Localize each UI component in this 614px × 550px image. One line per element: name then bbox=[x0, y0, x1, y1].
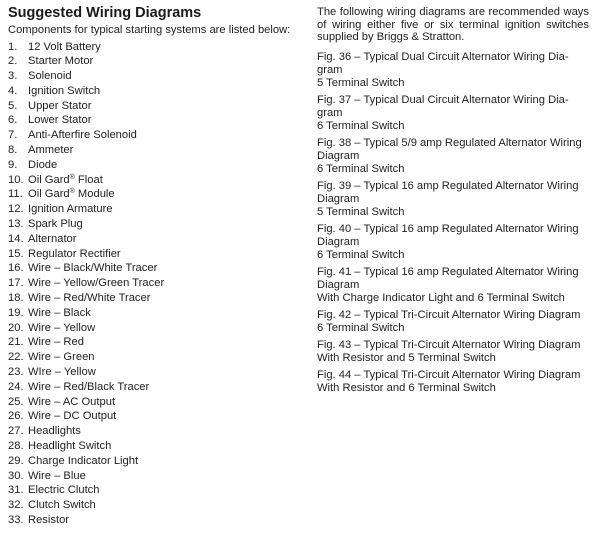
component-item bbox=[8, 350, 298, 365]
component-item bbox=[8, 276, 298, 291]
component-number: 20. bbox=[8, 321, 24, 334]
diagrams-column bbox=[317, 6, 589, 399]
component-item bbox=[8, 261, 298, 276]
component-label: Diode bbox=[28, 158, 58, 171]
component-number: 14. bbox=[8, 232, 24, 245]
figure-caption-line: 6 Terminal Switch bbox=[317, 119, 405, 132]
component-number: 16. bbox=[8, 262, 24, 275]
component-label: Wire – AC Output bbox=[28, 395, 116, 408]
component-number: 23. bbox=[8, 366, 24, 379]
component-label: Charge Indicator Light bbox=[28, 454, 139, 467]
component-label: 12 Volt Battery bbox=[28, 40, 101, 53]
component-label-suffix: Float bbox=[74, 173, 103, 186]
component-number: 21. bbox=[8, 336, 24, 349]
component-number: 7. bbox=[8, 129, 18, 142]
figure-caption bbox=[317, 223, 589, 262]
component-label: Spark Plug bbox=[28, 218, 83, 231]
figure-caption bbox=[317, 339, 589, 365]
figure-caption-line: Diagram bbox=[317, 149, 360, 162]
component-label: Electric Clutch bbox=[28, 484, 100, 497]
component-item bbox=[8, 424, 298, 439]
component-label: Headlight Switch bbox=[28, 440, 112, 453]
component-number: 2. bbox=[8, 55, 18, 68]
component-label: Headlights bbox=[28, 425, 81, 438]
component-label: Oil Gard bbox=[28, 188, 70, 201]
figure-caption-line: Fig. 40 – Typical 16 amp Regulated Alternator Wiring bbox=[317, 222, 579, 235]
figure-caption-line: Fig. 44 – Typical Tri-Circuit Alternator Wiring Diagram bbox=[317, 368, 581, 381]
component-label: Starter Motor bbox=[28, 55, 94, 68]
component-label: Wire – Black bbox=[28, 306, 91, 319]
component-label: Resistor bbox=[28, 514, 70, 526]
diagrams-intro: The following wiring diagrams are recommended ways of wiring either five or six terminal ignition switches supplied by Briggs & Stratton. bbox=[317, 6, 589, 43]
component-item bbox=[8, 113, 298, 128]
component-item bbox=[8, 380, 298, 395]
component-label: Lower Stator bbox=[28, 114, 92, 127]
component-number: 17. bbox=[8, 277, 24, 290]
figure-caption-line: With Resistor and 6 Terminal Switch bbox=[317, 381, 496, 394]
figure-caption bbox=[317, 309, 589, 335]
component-number: 9. bbox=[8, 158, 18, 171]
component-number: 32. bbox=[8, 499, 24, 512]
component-number: 1. bbox=[8, 40, 18, 53]
component-item bbox=[8, 247, 298, 262]
component-item bbox=[8, 143, 298, 158]
figure-caption bbox=[317, 51, 589, 90]
figure-caption-line: Fig. 37 – Typical Dual Circuit Alternator Wiring Dia- bbox=[317, 93, 569, 106]
component-item bbox=[8, 202, 298, 217]
figure-caption-line: Diagram bbox=[317, 278, 360, 291]
figure-caption bbox=[317, 266, 589, 305]
figure-caption-line: 6 Terminal Switch bbox=[317, 321, 405, 334]
figure-caption bbox=[317, 137, 589, 176]
component-label: Wire – Blue bbox=[28, 469, 86, 482]
figure-caption-line: 6 Terminal Switch bbox=[317, 162, 405, 175]
figure-caption-line: Fig. 38 – Typical 5/9 amp Regulated Alternator Wiring bbox=[317, 136, 582, 149]
component-label: Wire – Yellow bbox=[28, 321, 96, 334]
registered-mark: ® bbox=[69, 188, 75, 196]
component-number: 13. bbox=[8, 218, 24, 231]
component-label: Wire – Yellow/Green Tracer bbox=[28, 277, 165, 290]
component-label: Wire – Red bbox=[28, 336, 84, 349]
component-number: 33. bbox=[8, 514, 24, 526]
figure-caption-line: Fig. 39 – Typical 16 amp Regulated Alternator Wiring bbox=[317, 179, 579, 192]
figure-caption-line: gram bbox=[317, 63, 343, 76]
component-number: 29. bbox=[8, 454, 24, 467]
figure-caption bbox=[317, 180, 589, 219]
figure-list bbox=[317, 51, 589, 395]
component-item bbox=[8, 513, 298, 528]
component-item bbox=[8, 395, 298, 410]
component-label: Ignition Armature bbox=[28, 203, 113, 216]
figure-caption-line: Fig. 41 – Typical 16 amp Regulated Alternator Wiring bbox=[317, 265, 579, 278]
component-item bbox=[8, 158, 298, 173]
figure-caption-line: Diagram bbox=[317, 235, 360, 248]
figure-caption-line: gram bbox=[317, 106, 343, 119]
figure-caption-line: 6 Terminal Switch bbox=[317, 248, 405, 261]
component-label: Ignition Switch bbox=[28, 84, 101, 97]
component-label: Wire – Red/Black Tracer bbox=[28, 380, 150, 393]
component-item bbox=[8, 335, 298, 350]
component-item bbox=[8, 99, 298, 114]
component-item bbox=[8, 469, 298, 484]
component-item bbox=[8, 439, 298, 454]
component-number: 30. bbox=[8, 469, 24, 482]
component-number: 26. bbox=[8, 410, 24, 423]
component-item bbox=[8, 128, 298, 143]
component-number: 3. bbox=[8, 70, 18, 83]
component-label: Wire – Green bbox=[28, 351, 95, 364]
component-number: 19. bbox=[8, 306, 24, 319]
component-label: WIre – Yellow bbox=[28, 366, 96, 379]
registered-mark: ® bbox=[69, 173, 75, 181]
component-number: 15. bbox=[8, 247, 24, 260]
figure-caption-line: With Charge Indicator Light and 6 Terminal Switch bbox=[317, 291, 565, 304]
figure-caption-line: Fig. 42 – Typical Tri-Circuit Alternator Wiring Diagram bbox=[317, 308, 581, 321]
figure-caption-line: With Resistor and 5 Terminal Switch bbox=[317, 351, 496, 364]
component-number: 11. bbox=[8, 188, 23, 201]
component-item bbox=[8, 483, 298, 498]
figure-caption-line: Fig. 36 – Typical Dual Circuit Alternator Wiring Dia- bbox=[317, 50, 569, 63]
component-number: 4. bbox=[8, 84, 18, 97]
component-item bbox=[8, 365, 298, 380]
component-number: 18. bbox=[8, 292, 24, 305]
figure-caption bbox=[317, 369, 589, 395]
component-label: Solenoid bbox=[28, 70, 72, 83]
components-intro: Components for typical starting systems are listed below: bbox=[8, 24, 291, 36]
component-number: 5. bbox=[8, 99, 18, 112]
component-label: Clutch Switch bbox=[28, 499, 96, 512]
figure-caption-line: Diagram bbox=[317, 192, 360, 205]
figure-caption-line: 5 Terminal Switch bbox=[317, 76, 405, 89]
component-number: 8. bbox=[8, 144, 18, 157]
component-item bbox=[8, 40, 298, 55]
component-item bbox=[8, 454, 298, 469]
component-number: 22. bbox=[8, 351, 24, 364]
component-label: Regulator Rectifier bbox=[28, 247, 121, 260]
figure-caption-line: Fig. 43 – Typical Tri-Circuit Alternator Wiring Diagram bbox=[317, 338, 581, 351]
component-label: Wire – DC Output bbox=[28, 410, 117, 423]
component-label: Upper Stator bbox=[28, 99, 92, 112]
page-title: Suggested Wiring Diagrams bbox=[8, 5, 202, 21]
figure-caption-line: 5 Terminal Switch bbox=[317, 205, 405, 218]
figure-caption bbox=[317, 94, 589, 133]
component-number: 28. bbox=[8, 440, 24, 453]
component-item bbox=[8, 173, 298, 188]
component-item bbox=[8, 409, 298, 424]
component-number: 25. bbox=[8, 395, 24, 408]
components-column bbox=[8, 4, 298, 528]
component-number: 24. bbox=[8, 380, 24, 393]
component-item bbox=[8, 54, 298, 69]
component-number: 6. bbox=[8, 114, 18, 127]
component-item bbox=[8, 69, 298, 84]
component-number: 27. bbox=[8, 425, 24, 438]
component-item bbox=[8, 232, 298, 247]
component-label: Ammeter bbox=[28, 144, 74, 157]
component-item bbox=[8, 498, 298, 513]
component-label: Anti-Afterfire Solenoid bbox=[28, 129, 137, 142]
component-label: Wire – Black/White Tracer bbox=[28, 262, 158, 275]
component-item bbox=[8, 306, 298, 321]
component-label: Wire – Red/White Tracer bbox=[28, 292, 151, 305]
component-label: Alternator bbox=[28, 232, 77, 245]
component-item bbox=[8, 187, 298, 202]
component-label: Oil Gard bbox=[28, 173, 70, 186]
component-item bbox=[8, 291, 298, 306]
component-item bbox=[8, 84, 298, 99]
component-item bbox=[8, 217, 298, 232]
component-number: 10. bbox=[8, 173, 24, 186]
component-label-suffix: Module bbox=[74, 188, 115, 201]
component-item bbox=[8, 321, 298, 336]
component-number: 12. bbox=[8, 203, 24, 216]
component-number: 31. bbox=[8, 484, 24, 497]
components-list bbox=[8, 40, 298, 528]
